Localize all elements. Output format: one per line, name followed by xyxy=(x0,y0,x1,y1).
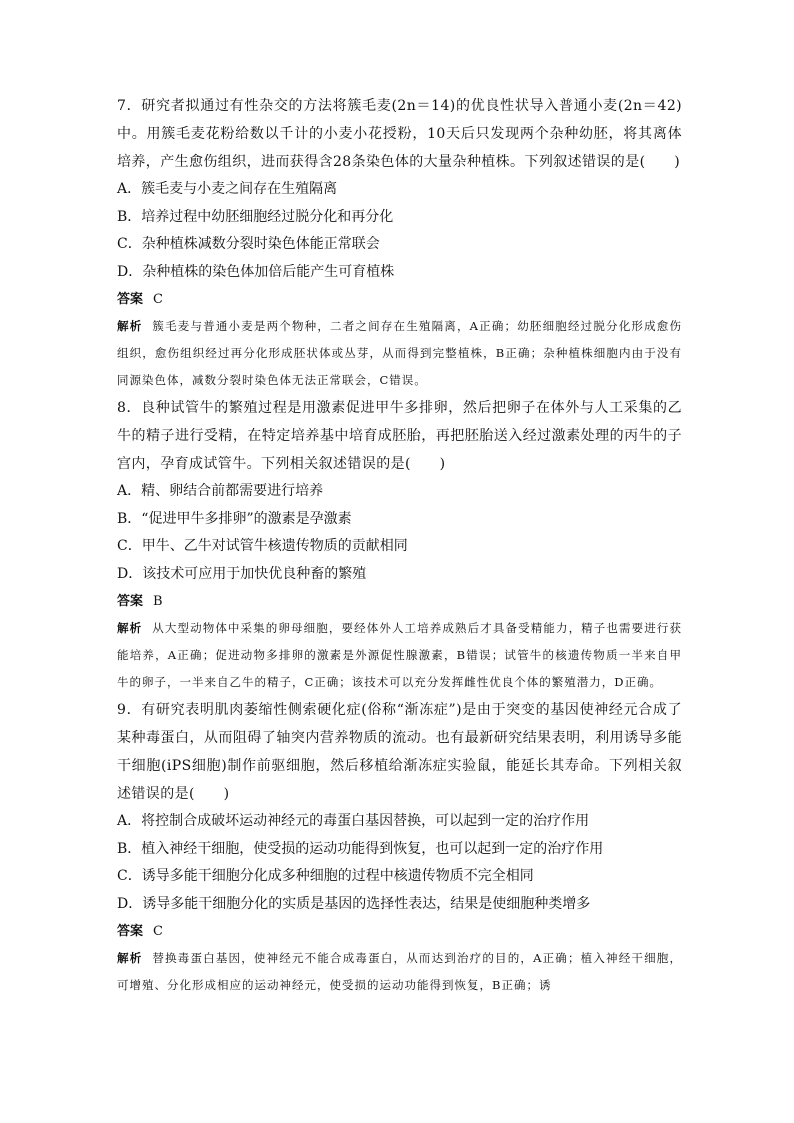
explanation-text: 从大型动物体中采集的卵母细胞，要经体外人工培养成熟后才具备受精能力，精子也需要进行获能培养，A正确；促进动物多排卵的激素是外源促性腺激素，B错误；试管牛的核遗传物质一半来自甲牛的卵子，一半来自乙牛的精子，C正确；该技术可以充分发挥雌性优良个体的繁殖潜力，D正确。 xyxy=(117,621,682,689)
explanation xyxy=(117,615,682,696)
explanation xyxy=(117,313,682,394)
answer-value: B xyxy=(153,594,163,609)
option-d: D．诱导多能干细胞分化的实质是基因的选择性表达，结果是使细胞种类增多 xyxy=(117,895,591,912)
answer-label: 答案 xyxy=(117,924,144,939)
answer-value: C xyxy=(153,292,163,307)
answer-label: 答案 xyxy=(117,594,144,609)
answer-label: 答案 xyxy=(117,292,144,307)
option-d: D．该技术可应用于加快优良种畜的繁殖 xyxy=(117,565,367,582)
option-b: B．“促进甲牛多排卵”的激素是孕激素 xyxy=(117,510,352,527)
option-c: C．甲牛、乙牛对试管牛核遗传物质的贡献相同 xyxy=(117,538,408,554)
document-page xyxy=(117,92,682,999)
answer-line xyxy=(117,588,682,615)
question-stem: 8．良种试管牛的繁殖过程是用激素促进甲牛多排卵，然后把卵子在体外与人工采集的乙牛的精子进行受精，在特定培养基中培育成胚胎，再把胚胎送入经过激素处理的丙牛的子宫内，孕育成试管牛。下列相关叙述错误的是( ) xyxy=(117,400,682,472)
option-c: C．杂种植株减数分裂时染色体能正常联会 xyxy=(117,236,380,252)
option-b: B．植入神经干细胞，使受损的运动功能得到恢复，也可以起到一定的治疗作用 xyxy=(117,840,604,857)
explanation-label: 解析 xyxy=(117,621,143,635)
option-c: C．诱导多能干细胞分化成多种细胞的过程中核遗传物质不完全相同 xyxy=(117,868,534,884)
answer-line xyxy=(117,918,682,945)
option-a: A．簇毛麦与小麦之间存在生殖隔离 xyxy=(117,181,338,197)
question-8 xyxy=(117,394,682,696)
option-b: B．培养过程中幼胚细胞经过脱分化和再分化 xyxy=(117,208,394,225)
explanation-label: 解析 xyxy=(117,951,143,965)
answer-line xyxy=(117,286,682,313)
explanation xyxy=(117,945,682,999)
question-stem: 7．研究者拟通过有性杂交的方法将簇毛麦(2n＝14)的优良性状导入普通小麦(2n＝42)中。用簇毛麦花粉给数以千计的小麦小花授粉，10天后只发现两个杂种幼胚，将其离体培养，产生愈伤组织，进而获得含28条染色体的大量杂种植株。下列叙述错误的是( ) xyxy=(117,98,682,170)
answer-value: C xyxy=(153,924,163,939)
option-d: D．杂种植株的染色体加倍后能产生可育植株 xyxy=(117,263,395,280)
explanation-label: 解析 xyxy=(117,319,143,333)
explanation-text: 簇毛麦与普通小麦是两个物种，二者之间存在生殖隔离，A正确；幼胚细胞经过脱分化形成愈伤组织，愈伤组织经过再分化形成胚状体或丛芽，从而得到完整植株，B正确；杂种植株细胞内由于没有同源染色体，减数分裂时染色体无法正常联会，C错误。 xyxy=(117,319,682,387)
explanation-text: 替换毒蛋白基因，使神经元不能合成毒蛋白，从而达到治疗的目的，A正确；植入神经干细胞，可增殖、分化形成相应的运动神经元，使受损的运动功能得到恢复，B正确；诱 xyxy=(117,951,682,992)
question-9 xyxy=(117,696,682,999)
question-7 xyxy=(117,92,682,394)
option-a: A．将控制合成破坏运动神经元的毒蛋白基因替换，可以起到一定的治疗作用 xyxy=(117,813,590,829)
option-a: A．精、卵结合前都需要进行培养 xyxy=(117,483,324,499)
question-stem: 9．有研究表明肌肉萎缩性侧索硬化症(俗称“渐冻症”)是由于突变的基因使神经元合成了某种毒蛋白，从而阻碍了轴突内营养物质的流动。也有最新研究结果表明，利用诱导多能干细胞(iPS细胞)制作前驱细胞，然后移植给渐冻症实验鼠，能延长其寿命。下列相关叙述错误的是( ) xyxy=(117,702,682,802)
